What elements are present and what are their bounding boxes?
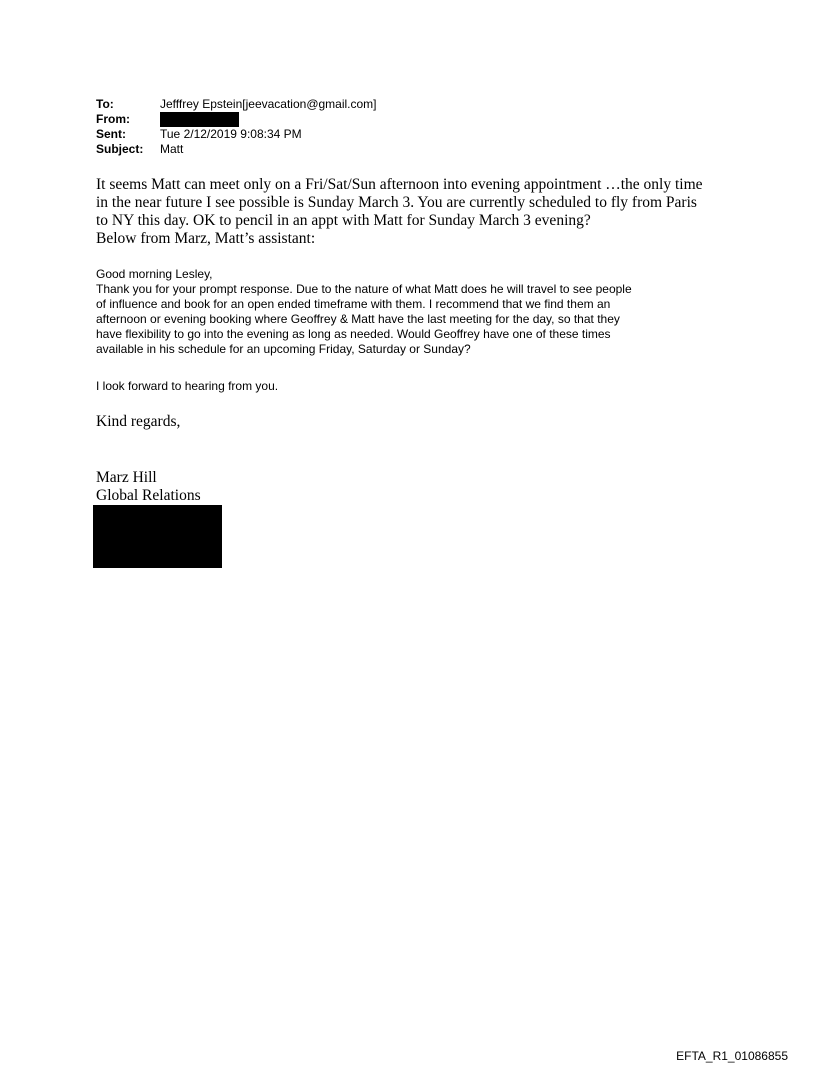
from-row — [96, 112, 377, 127]
signoff: Kind regards, — [96, 413, 181, 430]
intro-line: in the near future I see possible is Sunday March 3. You are currently scheduled to fly from Paris — [96, 194, 697, 211]
to-value: Jefffrey Epstein[jeevacation@gmail.com] — [160, 97, 377, 111]
sent-row — [96, 127, 377, 142]
email-header — [96, 97, 377, 157]
intro-line: Below from Marz, Matt’s assistant: — [96, 230, 316, 247]
subject-value: Matt — [160, 142, 184, 156]
subject-row — [96, 142, 377, 157]
intro-line: to NY this day. OK to pencil in an appt with Matt for Sunday March 3 evening? — [96, 212, 591, 229]
signature-name: Marz Hill — [96, 469, 157, 486]
greeting: Good morning Lesley, — [96, 267, 213, 281]
intro-paragraph — [96, 176, 703, 248]
to-row — [96, 97, 377, 112]
bates-number: EFTA_R1_01086855 — [676, 1049, 788, 1063]
closing-line: I look forward to hearing from you. — [96, 379, 279, 393]
reply-line: have flexibility to go into the evening as long as needed. Would Geoffrey have one of these times — [96, 327, 611, 341]
sent-value: Tue 2/12/2019 9:08:34 PM — [160, 127, 302, 141]
reply-line: available in his schedule for an upcoming Friday, Saturday or Sunday? — [96, 342, 471, 356]
intro-line: It seems Matt can meet only on a Fri/Sat/Sun afternoon into evening appointment …the only time — [96, 176, 703, 193]
signature-title: Global Relations — [96, 487, 201, 504]
sent-label: Sent: — [96, 127, 126, 141]
reply-line: of influence and book for an open ended timeframe with them. I recommend that we find them an — [96, 297, 611, 311]
signature-block — [96, 469, 201, 505]
to-label: To: — [96, 97, 114, 111]
reply-line: afternoon or evening booking where Geoffrey & Matt have the last meeting for the day, so that they — [96, 312, 620, 326]
from-label: From: — [96, 112, 130, 126]
subject-label: Subject: — [96, 142, 144, 156]
reply-line: Thank you for your prompt response. Due to the nature of what Matt does he will travel to see people — [96, 282, 632, 296]
reply-paragraph — [96, 282, 632, 357]
signature-redaction — [93, 505, 222, 568]
from-redaction — [160, 112, 239, 127]
